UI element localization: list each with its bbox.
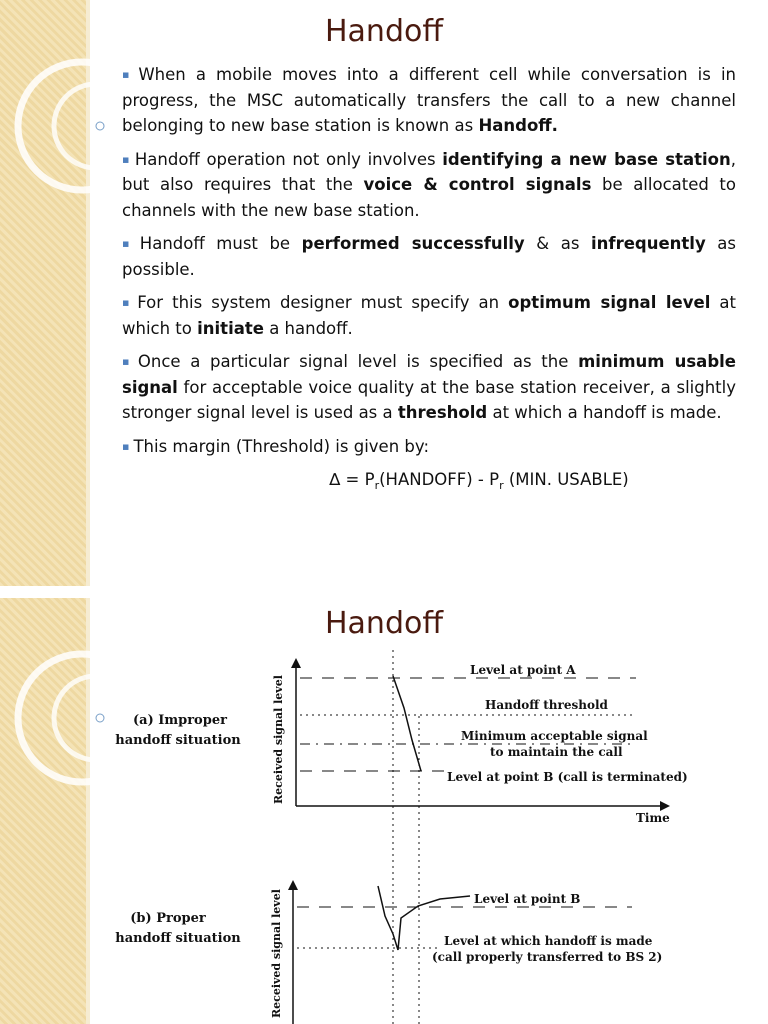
bullet-text: at which a handoff is made. [487,403,722,422]
bullet-emphasis: infrequently [591,234,706,253]
bullet-emphasis: threshold [397,403,488,422]
formula-rhs: (MIN. USABLE) [503,470,629,489]
bullet-marker-icon: ▪ [122,296,134,309]
bullet-item [122,434,736,460]
bullet-text: For this system designer must specify an [137,293,509,312]
slide-title: Handoff [324,606,444,641]
x-axis-label-time: Time [636,811,670,825]
bullet-marker-icon: ▪ [122,237,136,250]
label-level-b-terminated: Level at point B (call is terminated) [447,770,688,784]
bullet-text: for acceptable voice quality at the base station receiver, a slightly stronger signal level is used as a [122,377,736,422]
bullet-marker-icon: ▪ [122,439,130,453]
bullet-marker-icon: ▪ [122,68,135,81]
bullet-text: as possible. [122,234,737,279]
label-threshold: Handoff threshold [485,698,608,712]
formula-mid: (HANDOFF) - P [379,470,500,489]
bullet-emphasis: optimum signal level [508,293,711,312]
slide-gap [0,586,768,598]
bullet-item [122,349,736,426]
label-handoff-made-2: (call properly transferred to BS 2) [432,950,663,964]
signal-curve-a [393,676,421,771]
formula-lhs: ∆ = P [329,470,375,489]
bullet-text: a handoff. [263,318,353,338]
label-improper-line2: handoff situation [115,733,241,748]
bullet-text: This margin (Threshold) is given by: [133,436,430,456]
formula-subscript: r [499,479,504,492]
bullet-emphasis: voice & control signals [363,175,592,194]
y-axis-label-a: Received signal level [272,675,285,804]
slide-body [122,62,736,499]
label-proper-line1: (b) Proper [130,911,206,926]
label-min-signal-2: to maintain the call [490,745,623,759]
bullet-item [122,231,736,282]
signal-curve-bs1 [378,886,398,950]
label-level-a: Level at point A [470,663,576,677]
bullet-emphasis: minimum usable signal [122,352,736,397]
bullet-emphasis: performed successfully [301,234,525,253]
bullet-text: Once a particular signal level is specified as the [137,352,579,371]
bullet-list [122,62,736,459]
x-axis-arrow-a [660,801,670,811]
label-handoff-made-1: Level at which handoff is made [444,934,653,948]
bullet-text: When a mobile moves into a different cell while conversation is in progress, the MSC automatically transfers the call to a new channel belonging to new base station is known as [122,65,736,135]
label-min-signal-1: Minimum acceptable signal [461,729,648,743]
slide-title: Handoff [324,14,444,49]
bullet-item [122,147,736,224]
bullet-item [122,62,736,139]
bullet-emphasis: identifying a new base station [442,149,731,169]
bullet-emphasis: Handoff. [478,116,558,135]
slide-2 [0,598,768,1024]
bullet-text: at which to [122,293,736,338]
bullet-marker-icon: ▪ [122,355,134,368]
bullet-text: Handoff operation not only involves [134,149,443,169]
handoff-diagram [0,598,768,1024]
y-axis-arrow-b [288,880,298,890]
y-axis-arrow-a [291,658,301,668]
y-axis-label-b: Received signal level [270,889,283,1018]
bullet-item [122,290,736,341]
bullet-text: , but also requires that the [122,149,736,194]
bullet-text: & as [524,234,592,253]
label-improper-line1: (a) Improper [133,713,227,728]
threshold-formula [122,467,736,499]
formula-subscript: r [374,479,380,492]
label-proper-line2: handoff situation [115,931,241,946]
bullet-text: be allocated to channels with the new base station. [122,175,736,220]
label-level-b: Level at point B [474,892,581,906]
bullet-text: Handoff must be [139,234,302,253]
bullet-marker-icon: ▪ [122,152,131,166]
bullet-emphasis: initiate [197,318,264,338]
